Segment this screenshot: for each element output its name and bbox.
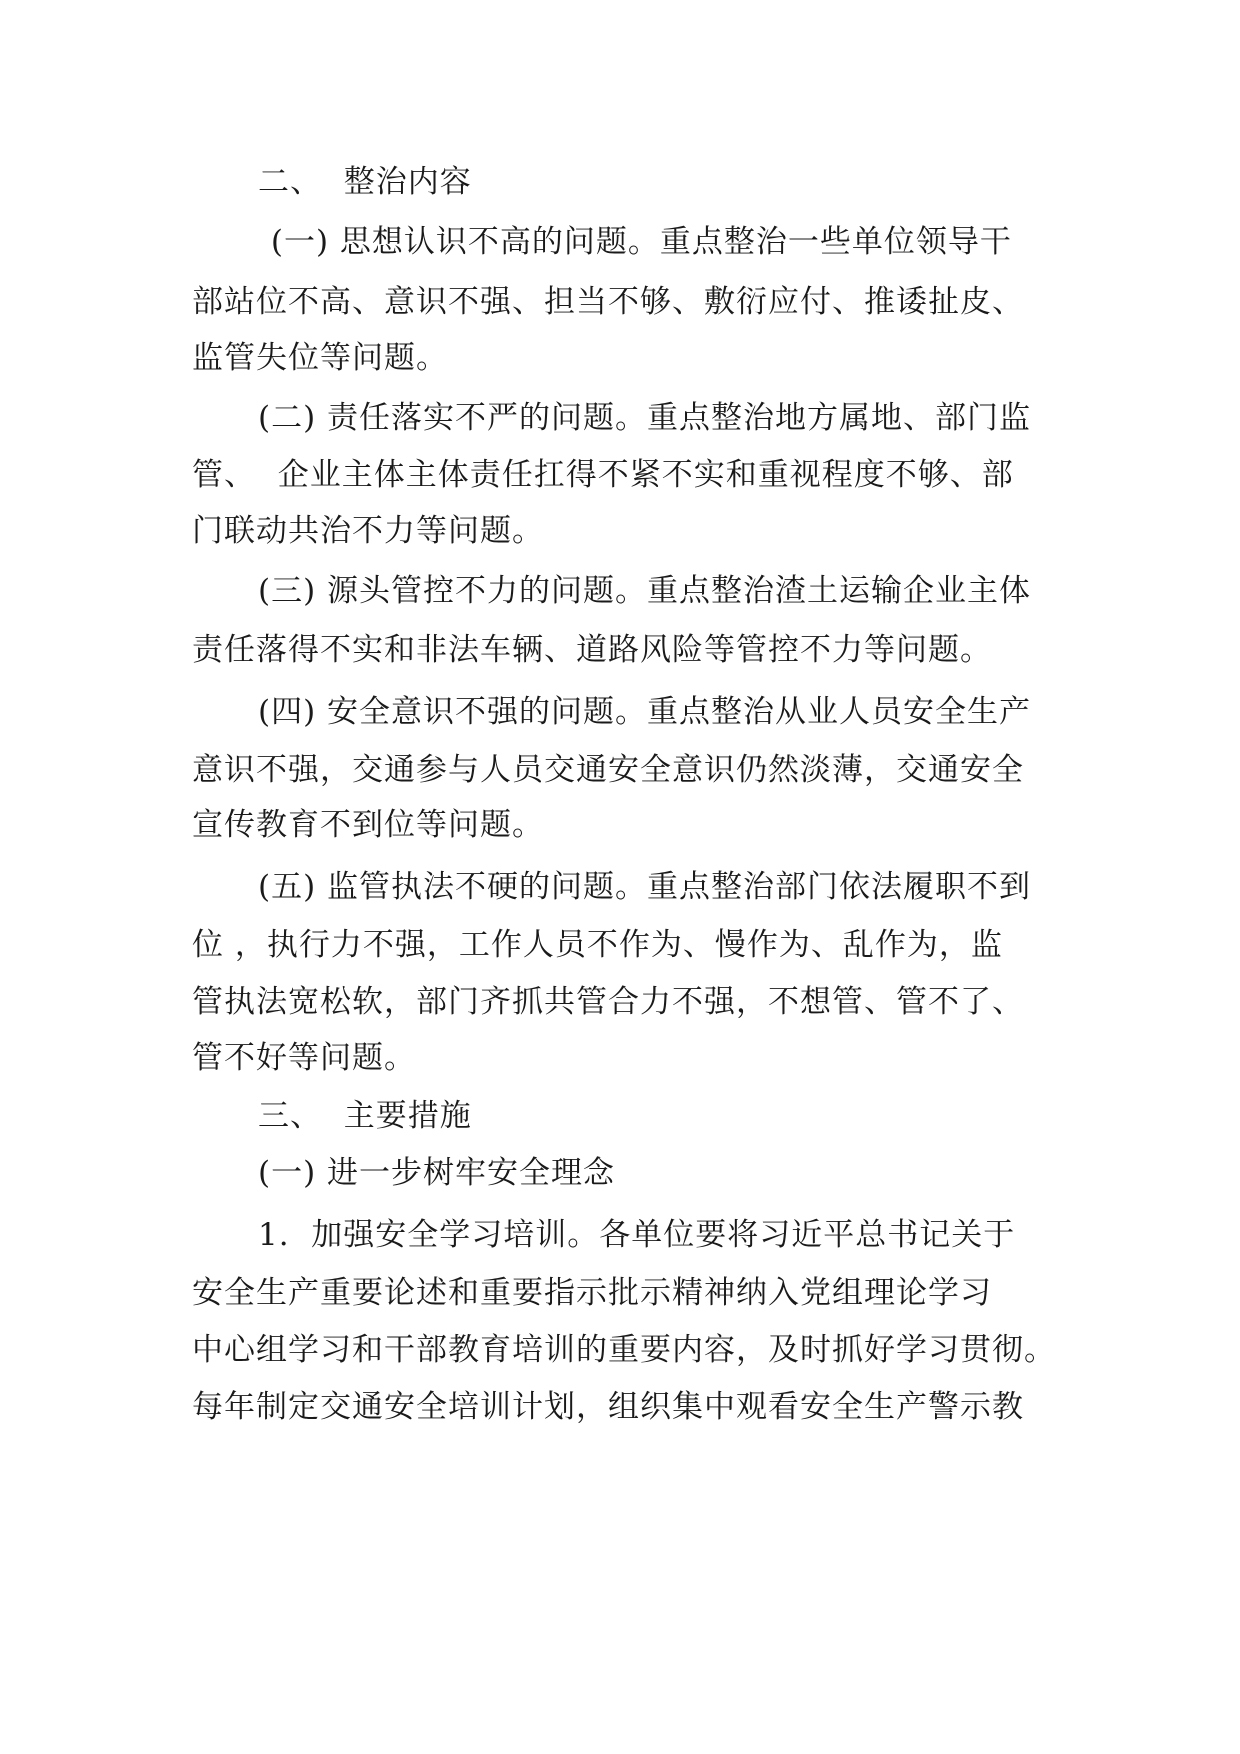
paragraph-2-line-1: (二) 责任落实不严的问题。重点整治地方属地、部门监 [258,400,1032,436]
paragraph-4-line-3: 宣传教育不到位等问题。 [192,807,544,843]
subsection-heading-1: (一) 进一步树牢安全理念 [258,1155,616,1191]
paragraph-6-line-1: 1. 加强安全学习培训。各单位要将习近平总书记关于 [258,1217,1016,1253]
paragraph-2-line-2: 管、 企业主体主体责任扛得不紧不实和重视程度不够、部 [192,457,1014,493]
paragraph-4-line-1: (四) 安全意识不强的问题。重点整治从业人员安全生产 [258,694,1032,730]
paragraph-5-line-2: 位 ，执行力不强，工作人员不作为、慢作为、乱作为，监 [192,927,1003,963]
paragraph-5-line-1: (五) 监管执法不硬的问题。重点整治部门依法履职不到 [258,869,1032,905]
section-heading-3: 三、 主要措施 [258,1098,472,1134]
paragraph-1-line-3: 监管失位等问题。 [192,340,448,376]
paragraph-2-line-3: 门联动共治不力等问题。 [192,513,544,549]
paragraph-1-line-2: 部站位不高、意识不强、担当不够、敷衍应付、推诿扯皮、 [192,284,1024,320]
paragraph-5-line-3: 管执法宽松软，部门齐抓共管合力不强，不想管、管不了、 [192,984,1024,1020]
paragraph-3-line-2: 责任落得不实和非法车辆、道路风险等管控不力等问题。 [192,632,992,668]
paragraph-1-line-1: (一) 思想认识不高的问题。重点整治一些单位领导干 [260,224,1012,260]
paragraph-5-line-4: 管不好等问题。 [192,1040,416,1076]
paragraph-4-line-2: 意识不强，交通参与人员交通安全意识仍然淡薄，交通安全 [192,752,1024,788]
paragraph-3-line-1: (三) 源头管控不力的问题。重点整治渣土运输企业主体 [258,573,1032,609]
section-heading-2: 二、 整治内容 [258,164,472,200]
paragraph-6-line-3: 中心组学习和干部教育培训的重要内容，及时抓好学习贯彻。 [192,1332,1056,1368]
paragraph-6-line-2: 安全生产重要论述和重要指示批示精神纳入党组理论学习 [192,1275,992,1311]
paragraph-6-line-4: 每年制定交通安全培训计划，组织集中观看安全生产警示教 [192,1389,1024,1425]
